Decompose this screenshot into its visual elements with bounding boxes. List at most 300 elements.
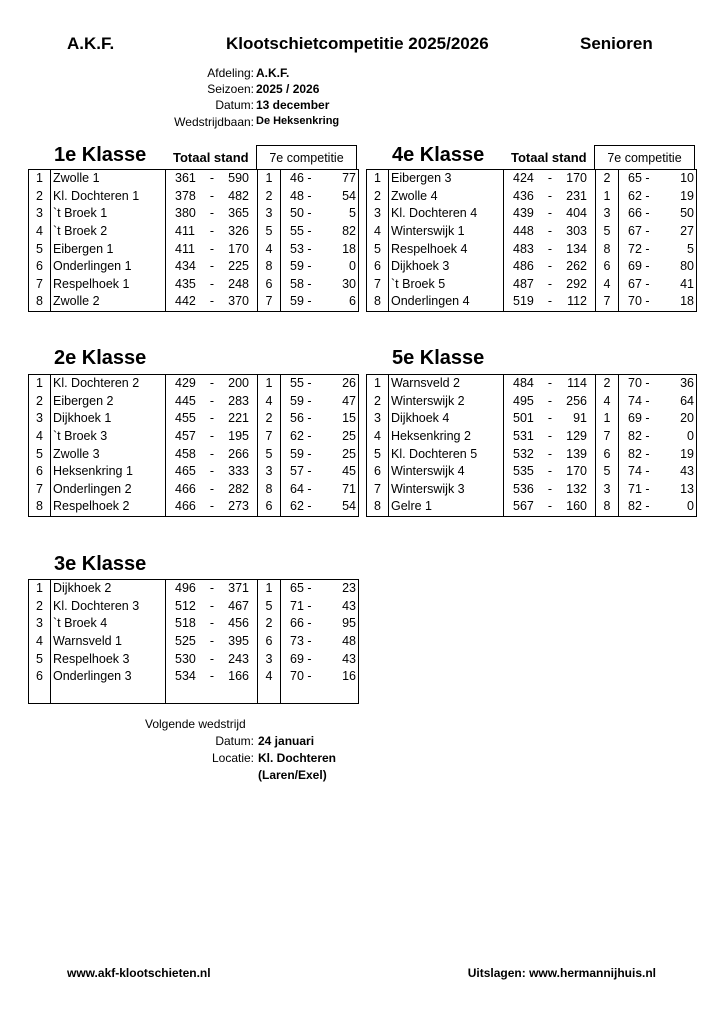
competition-against: 0 <box>687 429 694 444</box>
competition-against: 41 <box>680 276 694 291</box>
table-row <box>367 375 697 393</box>
competition-for: 69 - <box>628 411 650 426</box>
team-cell: Gelre 1 <box>389 498 504 516</box>
competition-rank-cell: 8 <box>596 240 619 258</box>
table-row <box>29 205 359 223</box>
team-cell: Warnsveld 2 <box>389 375 504 393</box>
competition-rank-cell: 2 <box>596 375 619 393</box>
team-cell: Winterswijk 2 <box>389 393 504 411</box>
total-score-cell <box>166 393 258 411</box>
score-dash: - <box>209 616 215 631</box>
team-cell: `t Broek 4 <box>51 615 166 633</box>
team-cell: Respelhoek 3 <box>51 650 166 668</box>
competition-score-cell <box>281 650 359 668</box>
total-for: 439 <box>513 206 534 221</box>
score-dash: - <box>209 634 215 649</box>
klasse-title: 4e Klasse <box>392 144 485 166</box>
score-dash: - <box>209 464 215 479</box>
competition-against: 20 <box>680 411 694 426</box>
team-cell: Winterswijk 4 <box>389 463 504 481</box>
score-dash: - <box>547 259 553 274</box>
total-against: 273 <box>228 499 249 514</box>
rank-cell: 2 <box>29 188 51 206</box>
competition-rank-cell: 5 <box>258 445 281 463</box>
team-cell: Eibergen 1 <box>51 240 166 258</box>
competition-rank-cell: 3 <box>258 650 281 668</box>
total-score-cell <box>504 393 596 411</box>
competition-against: 27 <box>680 224 694 239</box>
table-row <box>367 445 697 463</box>
total-against: 221 <box>228 411 249 426</box>
rank-cell: 2 <box>367 188 389 206</box>
team-cell <box>51 686 166 704</box>
total-for: 361 <box>175 171 196 186</box>
competition-for: 71 - <box>290 598 312 613</box>
competition-score-cell <box>281 223 359 241</box>
competition-for: 67 - <box>628 224 650 239</box>
category-label: Senioren <box>580 34 653 53</box>
table-row <box>29 598 359 616</box>
table-row <box>367 188 697 206</box>
score-dash: - <box>547 188 553 203</box>
competition-against: 48 <box>342 634 356 649</box>
total-score-cell <box>504 258 596 276</box>
competition-for: 69 - <box>290 651 312 666</box>
total-for: 435 <box>175 276 196 291</box>
next-match-location-label: Locatie: <box>211 751 254 765</box>
score-dash: - <box>209 206 215 221</box>
total-score-cell <box>166 293 258 311</box>
klasse-title: 5e Klasse <box>392 347 485 369</box>
competition-rank-cell: 4 <box>596 393 619 411</box>
table-row <box>29 188 359 206</box>
rank-cell: 3 <box>367 410 389 428</box>
total-score-cell <box>166 170 258 188</box>
total-for: 495 <box>513 393 534 408</box>
table-row <box>367 428 697 446</box>
footer-results-link[interactable]: Uitslagen: www.hermannijhuis.nl <box>467 966 656 980</box>
table-row <box>367 276 697 294</box>
total-for: 501 <box>513 411 534 426</box>
rank-cell: 6 <box>29 258 51 276</box>
rank-cell: 7 <box>29 276 51 294</box>
info-label-wedstrijdbaan: Wedstrijdbaan: <box>174 115 254 129</box>
total-for: 484 <box>513 376 534 391</box>
total-score-cell <box>504 375 596 393</box>
team-cell: Zwolle 1 <box>51 170 166 188</box>
team-cell: Onderlingen 4 <box>389 293 504 311</box>
competition-rank-cell: 7 <box>596 428 619 446</box>
table-row <box>367 240 697 258</box>
competition-for: 62 - <box>290 429 312 444</box>
rank-cell: 6 <box>367 258 389 276</box>
total-against: 170 <box>566 464 587 479</box>
competition-against: 64 <box>680 393 694 408</box>
rank-cell: 6 <box>367 463 389 481</box>
competition-rank-cell: 2 <box>258 410 281 428</box>
total-against: 129 <box>566 429 587 444</box>
info-value-datum: 13 december <box>256 98 330 112</box>
competition-rank-cell: 6 <box>596 445 619 463</box>
table-row <box>29 393 359 411</box>
klasse-title: 1e Klasse <box>54 144 147 166</box>
total-against: 282 <box>228 481 249 496</box>
total-against: 114 <box>567 376 587 391</box>
rank-cell: 2 <box>29 393 51 411</box>
competition-against: 43 <box>342 651 356 666</box>
competition-score-cell <box>281 205 359 223</box>
total-score-cell <box>166 580 258 598</box>
competition-for: 70 - <box>290 669 312 684</box>
score-dash: - <box>209 429 215 444</box>
competition-against: 0 <box>687 499 694 514</box>
total-score-cell <box>166 428 258 446</box>
competition-score-cell <box>619 223 697 241</box>
competition-for: 57 - <box>290 464 312 479</box>
info-value-seizoen: 2025 / 2026 <box>256 82 320 96</box>
competition-score-cell <box>619 428 697 446</box>
competition-score-cell <box>619 375 697 393</box>
total-against: 467 <box>228 598 249 613</box>
rank-cell: 8 <box>29 498 51 516</box>
total-score-cell <box>166 668 258 686</box>
total-score-cell <box>166 258 258 276</box>
competition-against: 80 <box>680 259 694 274</box>
competition-against: 30 <box>342 276 356 291</box>
competition-for: 74 - <box>628 393 650 408</box>
total-score-cell <box>166 598 258 616</box>
competition-rank-cell <box>258 686 281 704</box>
total-against: 200 <box>228 376 249 391</box>
competition-score-cell <box>281 410 359 428</box>
competition-against: 54 <box>342 499 356 514</box>
total-for: 512 <box>175 598 196 613</box>
rank-cell: 8 <box>367 293 389 311</box>
table-row <box>367 498 697 516</box>
rank-cell: 2 <box>29 598 51 616</box>
total-score-cell <box>504 170 596 188</box>
team-cell: Kl. Dochteren 1 <box>51 188 166 206</box>
competition-score-cell <box>619 293 697 311</box>
competition-for: 59 - <box>290 393 312 408</box>
competition-rank-cell: 3 <box>258 463 281 481</box>
klasse-title: 2e Klasse <box>54 347 147 369</box>
total-score-cell <box>166 240 258 258</box>
team-cell: `t Broek 3 <box>51 428 166 446</box>
total-score-cell <box>166 650 258 668</box>
competition-score-cell <box>619 463 697 481</box>
table-row <box>29 428 359 446</box>
total-against: 248 <box>228 276 249 291</box>
total-for: 442 <box>175 294 196 309</box>
team-cell: Winterswijk 1 <box>389 223 504 241</box>
table-row <box>29 410 359 428</box>
rank-cell: 4 <box>29 633 51 651</box>
competition-score-cell <box>281 375 359 393</box>
team-cell: Respelhoek 1 <box>51 276 166 294</box>
score-dash: - <box>209 276 215 291</box>
rank-cell: 4 <box>367 428 389 446</box>
total-for: 465 <box>175 464 196 479</box>
total-against: 139 <box>566 446 587 461</box>
total-for: 466 <box>175 499 196 514</box>
competition-for: 55 - <box>290 376 312 391</box>
competition-rank-cell: 6 <box>258 276 281 294</box>
team-cell: Kl. Dochteren 3 <box>51 598 166 616</box>
total-for: 536 <box>513 481 534 496</box>
rank-cell: 6 <box>29 668 51 686</box>
score-dash: - <box>209 224 215 239</box>
score-dash: - <box>547 481 553 496</box>
competition-score-cell <box>281 633 359 651</box>
competition-for: 82 - <box>628 499 650 514</box>
team-cell: Eibergen 2 <box>51 393 166 411</box>
standings-table <box>28 579 359 704</box>
rank-cell: 1 <box>367 170 389 188</box>
table-row <box>367 410 697 428</box>
competition-against: 26 <box>342 376 356 391</box>
competition-against: 16 <box>342 669 356 684</box>
score-dash: - <box>209 294 215 309</box>
score-dash: - <box>209 411 215 426</box>
total-against: 404 <box>566 206 587 221</box>
competition-against: 13 <box>680 481 694 496</box>
competition-rank-cell: 2 <box>258 188 281 206</box>
table-row <box>367 293 697 311</box>
total-score-cell <box>504 410 596 428</box>
competition-score-cell <box>619 410 697 428</box>
table-row <box>29 258 359 276</box>
total-score-cell <box>504 205 596 223</box>
competition-against: 95 <box>342 616 356 631</box>
table-row <box>367 393 697 411</box>
total-for: 436 <box>513 188 534 203</box>
total-against: 112 <box>567 294 587 309</box>
competition-for: 72 - <box>628 241 650 256</box>
competition-score-cell <box>281 668 359 686</box>
team-cell: Eibergen 3 <box>389 170 504 188</box>
competition-score-cell <box>281 258 359 276</box>
total-against: 243 <box>228 651 249 666</box>
rank-cell: 5 <box>29 445 51 463</box>
rank-cell: 1 <box>29 170 51 188</box>
info-label-datum: Datum: <box>215 98 254 112</box>
total-against: 292 <box>566 276 587 291</box>
total-score-cell <box>504 498 596 516</box>
total-for: 434 <box>175 259 196 274</box>
rank-cell: 1 <box>29 375 51 393</box>
team-cell: Kl. Dochteren 5 <box>389 445 504 463</box>
total-against: 590 <box>228 171 249 186</box>
next-match-location-value: Kl. Dochteren <box>258 751 337 765</box>
rank-cell: 7 <box>29 481 51 499</box>
competition-rank-cell: 5 <box>596 463 619 481</box>
total-score-cell <box>166 481 258 499</box>
competition-score-cell <box>281 615 359 633</box>
score-dash: - <box>547 499 553 514</box>
competition-for: 70 - <box>628 376 650 391</box>
rank-cell <box>29 686 51 704</box>
score-dash: - <box>547 411 553 426</box>
next-match-heading: Volgende wedstrijd <box>145 717 246 731</box>
info-label-afdeling: Afdeling: <box>207 66 254 80</box>
table-row <box>367 170 697 188</box>
score-dash: - <box>209 446 215 461</box>
rank-cell: 8 <box>29 293 51 311</box>
competition-for: 73 - <box>290 634 312 649</box>
competition-score-cell <box>619 393 697 411</box>
total-for: 531 <box>513 429 534 444</box>
org-name: A.K.F. <box>67 34 115 53</box>
total-against: 482 <box>228 188 249 203</box>
competition-score-cell <box>619 481 697 499</box>
competition-rank-cell: 7 <box>258 428 281 446</box>
competition-for: 71 - <box>628 481 650 496</box>
competition-for: 65 - <box>290 581 312 596</box>
competition-score-cell <box>281 293 359 311</box>
competition-for: 53 - <box>290 241 312 256</box>
total-for: 487 <box>513 276 534 291</box>
competition-for: 59 - <box>290 294 312 309</box>
team-cell: `t Broek 5 <box>389 276 504 294</box>
score-dash: - <box>547 446 553 461</box>
competition-rank-cell: 8 <box>596 498 619 516</box>
competition-score-cell <box>281 170 359 188</box>
total-against: 456 <box>228 616 249 631</box>
rank-cell: 4 <box>29 223 51 241</box>
score-dash: - <box>209 259 215 274</box>
competition-rank-cell: 1 <box>596 410 619 428</box>
competition-score-cell <box>281 463 359 481</box>
competition-against: 36 <box>680 376 694 391</box>
table-row <box>367 223 697 241</box>
team-cell: Heksenkring 1 <box>51 463 166 481</box>
score-dash: - <box>547 429 553 444</box>
competition-rank-cell: 1 <box>258 375 281 393</box>
rank-cell: 6 <box>29 463 51 481</box>
competition-against: 82 <box>342 224 356 239</box>
footer-website-link[interactable]: www.akf-klootschieten.nl <box>67 966 211 980</box>
competition-rank-cell: 8 <box>258 258 281 276</box>
rank-cell: 5 <box>29 650 51 668</box>
table-row <box>29 445 359 463</box>
table-row <box>29 276 359 294</box>
rank-cell: 3 <box>29 410 51 428</box>
rank-cell: 5 <box>367 445 389 463</box>
team-cell: Onderlingen 1 <box>51 258 166 276</box>
competition-score-cell <box>281 580 359 598</box>
total-against: 256 <box>566 393 587 408</box>
competition-score-cell <box>281 498 359 516</box>
competition-against: 18 <box>342 241 356 256</box>
team-cell: Kl. Dochteren 4 <box>389 205 504 223</box>
total-against: 333 <box>228 464 249 479</box>
total-for: 518 <box>175 616 196 631</box>
score-dash: - <box>547 224 553 239</box>
competition-against: 0 <box>349 259 356 274</box>
next-match-location-sub: (Laren/Exel) <box>258 768 327 782</box>
total-for: 457 <box>175 429 196 444</box>
total-for: 424 <box>513 171 534 186</box>
competition-score-cell <box>281 686 359 704</box>
competition-against: 25 <box>342 429 356 444</box>
competition-rank-cell: 4 <box>258 668 281 686</box>
competition-score-cell <box>281 276 359 294</box>
total-against: 371 <box>228 581 249 596</box>
rank-cell: 3 <box>29 205 51 223</box>
rank-cell: 1 <box>367 375 389 393</box>
competition-score-cell <box>619 170 697 188</box>
competition-score-cell <box>281 445 359 463</box>
score-dash: - <box>209 598 215 613</box>
competition-for: 62 - <box>628 188 650 203</box>
competition-against: 23 <box>342 581 356 596</box>
rank-cell: 4 <box>29 428 51 446</box>
table-row <box>29 293 359 311</box>
total-for: 466 <box>175 481 196 496</box>
team-cell: Dijkhoek 4 <box>389 410 504 428</box>
rank-cell: 3 <box>29 615 51 633</box>
competition-against: 47 <box>342 393 356 408</box>
total-against: 231 <box>566 188 587 203</box>
rank-cell: 7 <box>367 276 389 294</box>
competition-score-cell <box>281 481 359 499</box>
team-cell: Onderlingen 2 <box>51 481 166 499</box>
score-dash: - <box>209 669 215 684</box>
rank-cell: 1 <box>29 580 51 598</box>
competition-rank-cell: 4 <box>596 276 619 294</box>
team-cell: Onderlingen 3 <box>51 668 166 686</box>
total-score-cell <box>166 276 258 294</box>
competition-against: 19 <box>680 188 694 203</box>
team-cell: Heksenkring 2 <box>389 428 504 446</box>
standings-table <box>28 169 359 312</box>
info-label-seizoen: Seizoen: <box>207 82 254 96</box>
competition-score-cell <box>281 598 359 616</box>
competition-score-cell <box>619 445 697 463</box>
total-for: 445 <box>175 393 196 408</box>
column-header-competitie: 7e competitie <box>594 145 695 169</box>
total-for: 448 <box>513 224 534 239</box>
column-header-totaal-stand: Totaal stand <box>173 150 249 165</box>
table-row <box>29 223 359 241</box>
team-cell: Zwolle 4 <box>389 188 504 206</box>
total-for: 411 <box>175 241 195 256</box>
table-row <box>367 205 697 223</box>
total-for: 483 <box>513 241 534 256</box>
competition-rank-cell: 1 <box>596 188 619 206</box>
total-for: 519 <box>513 294 534 309</box>
rank-cell: 4 <box>367 223 389 241</box>
competition-score-cell <box>281 428 359 446</box>
total-for: 429 <box>175 376 196 391</box>
total-score-cell <box>166 686 258 704</box>
total-against: 266 <box>228 446 249 461</box>
total-score-cell <box>166 633 258 651</box>
total-for: 455 <box>175 411 196 426</box>
competition-rank-cell: 1 <box>258 580 281 598</box>
competition-rank-cell: 8 <box>258 481 281 499</box>
total-score-cell <box>166 205 258 223</box>
total-for: 380 <box>175 206 196 221</box>
standings-table <box>366 374 697 517</box>
competition-against: 43 <box>342 598 356 613</box>
competition-against: 19 <box>680 446 694 461</box>
competition-score-cell <box>619 240 697 258</box>
total-score-cell <box>504 428 596 446</box>
score-dash: - <box>547 393 553 408</box>
total-score-cell <box>504 481 596 499</box>
